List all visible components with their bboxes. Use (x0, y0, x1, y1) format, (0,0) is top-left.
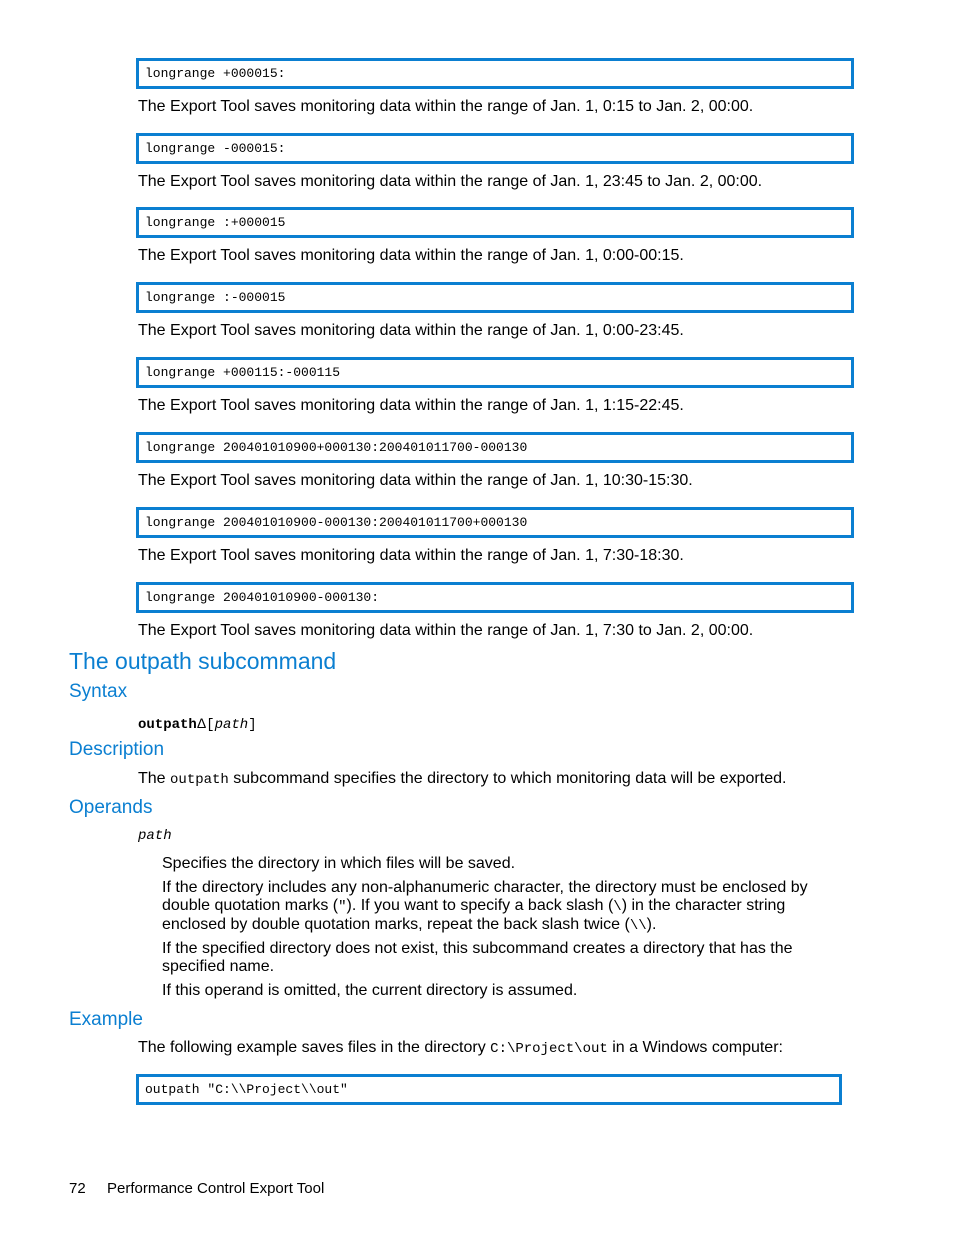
footer-title: Performance Control Export Tool (107, 1180, 325, 1197)
operand-p2-d: ). (646, 916, 657, 933)
example-code-box: outpath "C:\\Project\\out" (136, 1074, 842, 1105)
operand-paragraph-1: Specifies the directory in which files will be saved. (162, 855, 516, 872)
operand-p2-double-backslash: \\ (629, 918, 647, 934)
example-suffix: in a Windows computer: (607, 1039, 783, 1056)
example-3-description: The Export Tool saves monitoring data within the range of Jan. 1, 0:00-00:15. (138, 247, 684, 264)
page-number: 72 (69, 1180, 86, 1197)
example-prefix: The following example saves files in the directory (138, 1039, 491, 1056)
code-example-4: longrange :-000015 (136, 282, 854, 313)
code-example-6: longrange 200401010900+000130:200401011700-000130 (136, 432, 854, 463)
operand-p2-b: ). If you want to specify a back slash ( (346, 897, 614, 914)
code-example-2: longrange -000015: (136, 133, 854, 164)
operand-p2-backslash: \ (613, 899, 622, 915)
example-text (138, 1038, 783, 1059)
syntax-param: path (214, 717, 249, 733)
operand-term: path (138, 828, 172, 844)
example-6-description: The Export Tool saves monitoring data within the range of Jan. 1, 10:30-15:30. (138, 472, 693, 489)
description-suffix: subcommand specifies the directory to which monitoring data will be exported. (228, 770, 787, 787)
description-heading: Description (69, 739, 165, 760)
code-example-5: longrange +000115:-000115 (136, 357, 854, 388)
example-1-description: The Export Tool saves monitoring data within the range of Jan. 1, 0:15 to Jan. 2, 00:00. (138, 98, 754, 115)
code-example-3: longrange :+000015 (136, 207, 854, 238)
operand-paragraph-2 (162, 879, 852, 935)
example-7-description: The Export Tool saves monitoring data within the range of Jan. 1, 7:30-18:30. (138, 547, 684, 564)
syntax-line (138, 713, 257, 735)
operand-paragraph-4: If this operand is omitted, the current directory is assumed. (162, 982, 578, 999)
operand-p2-a: If the directory includes any non-alphanumeric character, the directory must be enclosed by double quotation marks ( (162, 879, 808, 914)
example-path: C:\Project\out (490, 1041, 608, 1057)
description-text (138, 769, 786, 790)
code-example-1: longrange +000015: (136, 58, 854, 89)
code-example-8: longrange 200401010900-000130: (136, 582, 854, 613)
syntax-delta: Δ (196, 715, 207, 731)
example-4-description: The Export Tool saves monitoring data within the range of Jan. 1, 0:00-23:45. (138, 322, 684, 339)
example-8-description: The Export Tool saves monitoring data within the range of Jan. 1, 7:30 to Jan. 2, 00:00. (138, 622, 754, 639)
operand-p2-c: ) in the character string enclosed by double quotation marks, repeat the back slash twice ( (162, 897, 786, 933)
syntax-open-bracket: [ (206, 717, 215, 733)
code-example-7: longrange 200401010900-000130:200401011700+000130 (136, 507, 854, 538)
syntax-close-bracket: ] (248, 717, 257, 733)
example-5-description: The Export Tool saves monitoring data within the range of Jan. 1, 1:15-22:45. (138, 397, 684, 414)
operands-heading: Operands (69, 797, 153, 818)
example-heading: Example (69, 1009, 143, 1030)
syntax-heading: Syntax (69, 681, 128, 702)
example-2-description: The Export Tool saves monitoring data within the range of Jan. 1, 23:45 to Jan. 2, 00:00. (138, 173, 763, 190)
description-code: outpath (170, 772, 229, 788)
operand-paragraph-3: If the specified directory does not exist, this subcommand creates a directory that has the specified name. (162, 940, 793, 975)
section-title: The outpath subcommand (69, 648, 337, 674)
description-prefix: The (138, 770, 171, 787)
syntax-command: outpath (138, 717, 197, 733)
operand-p2-quote: " (338, 899, 347, 915)
